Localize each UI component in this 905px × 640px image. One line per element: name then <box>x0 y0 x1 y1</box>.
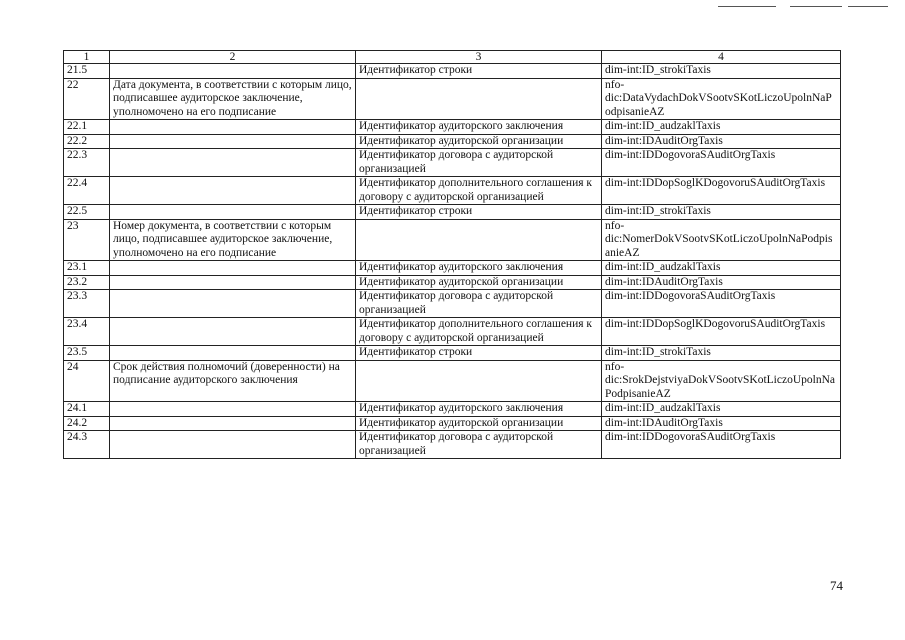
cell-num: 23 <box>64 219 110 261</box>
cell-num: 24.1 <box>64 402 110 417</box>
table-body <box>64 64 841 459</box>
cell-desc <box>356 360 602 402</box>
cell-code: dim-int:ID_strokiTaxis <box>602 205 841 220</box>
cell-name <box>110 402 356 417</box>
cell-desc: Идентификатор строки <box>356 346 602 361</box>
cell-desc: Идентификатор строки <box>356 64 602 79</box>
cell-num: 23.2 <box>64 275 110 290</box>
header-cell: 4 <box>602 51 841 64</box>
cell-name <box>110 431 356 459</box>
cell-name <box>110 120 356 135</box>
table-row <box>64 346 841 361</box>
header-cell: 3 <box>356 51 602 64</box>
table-row <box>64 120 841 135</box>
cell-name: Срок действия полномочий (доверенности) на подписание аудиторского заключения <box>110 360 356 402</box>
cell-num: 22 <box>64 78 110 120</box>
cell-name <box>110 177 356 205</box>
top-rule-left <box>718 6 776 7</box>
cell-name: Дата документа, в соответствии с которым лицо, подписавшее аудиторское заключение, уполномочено на его подписание <box>110 78 356 120</box>
cell-num: 22.3 <box>64 149 110 177</box>
cell-desc: Идентификатор договора с аудиторской организацией <box>356 290 602 318</box>
table-row <box>64 261 841 276</box>
table-row <box>64 402 841 417</box>
top-rule-far <box>848 6 888 7</box>
page-number: 74 <box>830 578 843 593</box>
table-row <box>64 431 841 459</box>
cell-name <box>110 261 356 276</box>
cell-num: 24.2 <box>64 416 110 431</box>
cell-num: 21.5 <box>64 64 110 79</box>
cell-num: 23.1 <box>64 261 110 276</box>
cell-name <box>110 64 356 79</box>
cell-num: 22.1 <box>64 120 110 135</box>
table-row <box>64 318 841 346</box>
table-header-row <box>64 51 841 64</box>
cell-code: dim-int:IDDogovoraSAuditOrgTaxis <box>602 149 841 177</box>
cell-num: 24 <box>64 360 110 402</box>
cell-num: 23.3 <box>64 290 110 318</box>
cell-code: dim-int:IDDopSoglKDogovoruSAuditOrgTaxis <box>602 318 841 346</box>
cell-num: 22.4 <box>64 177 110 205</box>
cell-desc: Идентификатор дополнительного соглашения к договору с аудиторской организацией <box>356 177 602 205</box>
table-row <box>64 177 841 205</box>
top-rule-right <box>790 6 842 7</box>
cell-desc: Идентификатор аудиторской организации <box>356 134 602 149</box>
table-row <box>64 64 841 79</box>
document-table <box>63 50 841 459</box>
cell-name <box>110 318 356 346</box>
header-cell: 2 <box>110 51 356 64</box>
cell-code: dim-int:ID_strokiTaxis <box>602 64 841 79</box>
table-row <box>64 275 841 290</box>
cell-num: 23.5 <box>64 346 110 361</box>
cell-num: 22.2 <box>64 134 110 149</box>
cell-desc: Идентификатор аудиторского заключения <box>356 261 602 276</box>
cell-name <box>110 346 356 361</box>
cell-num: 22.5 <box>64 205 110 220</box>
cell-name <box>110 134 356 149</box>
cell-name: Номер документа, в соответствии с которым лицо, подписавшее аудиторское заключение, уполномочено на его подписание <box>110 219 356 261</box>
cell-name <box>110 416 356 431</box>
cell-desc: Идентификатор аудиторского заключения <box>356 120 602 135</box>
cell-num: 24.3 <box>64 431 110 459</box>
cell-desc: Идентификатор аудиторского заключения <box>356 402 602 417</box>
cell-name <box>110 149 356 177</box>
cell-code: dim-int:ID_audzaklTaxis <box>602 402 841 417</box>
cell-desc: Идентификатор аудиторской организации <box>356 416 602 431</box>
cell-num: 23.4 <box>64 318 110 346</box>
cell-desc: Идентификатор договора с аудиторской организацией <box>356 431 602 459</box>
header-cell: 1 <box>64 51 110 64</box>
cell-name <box>110 275 356 290</box>
cell-desc: Идентификатор строки <box>356 205 602 220</box>
cell-name <box>110 290 356 318</box>
table-row <box>64 416 841 431</box>
table-row <box>64 360 841 402</box>
cell-desc: Идентификатор аудиторской организации <box>356 275 602 290</box>
cell-desc <box>356 78 602 120</box>
cell-code: dim-int:IDDogovoraSAuditOrgTaxis <box>602 431 841 459</box>
cell-code: nfo-dic:NomerDokVSootvSKotLiczoUpolnNaPodpisanieAZ <box>602 219 841 261</box>
cell-desc <box>356 219 602 261</box>
cell-desc: Идентификатор договора с аудиторской организацией <box>356 149 602 177</box>
cell-code: nfo-dic:DataVydachDokVSootvSKotLiczoUpolnNaPodpisanieAZ <box>602 78 841 120</box>
table-row <box>64 290 841 318</box>
cell-code: dim-int:ID_strokiTaxis <box>602 346 841 361</box>
table-row <box>64 219 841 261</box>
table-row <box>64 134 841 149</box>
cell-code: dim-int:IDAuditOrgTaxis <box>602 416 841 431</box>
cell-code: dim-int:IDAuditOrgTaxis <box>602 134 841 149</box>
cell-code: dim-int:IDDopSoglKDogovoruSAuditOrgTaxis <box>602 177 841 205</box>
cell-name <box>110 205 356 220</box>
cell-code: dim-int:IDDogovoraSAuditOrgTaxis <box>602 290 841 318</box>
cell-code: dim-int:ID_audzaklTaxis <box>602 261 841 276</box>
cell-desc: Идентификатор дополнительного соглашения к договору с аудиторской организацией <box>356 318 602 346</box>
cell-code: nfo-dic:SrokDejstviyaDokVSootvSKotLiczoUpolnNaPodpisanieAZ <box>602 360 841 402</box>
cell-code: dim-int:IDAuditOrgTaxis <box>602 275 841 290</box>
cell-code: dim-int:ID_audzaklTaxis <box>602 120 841 135</box>
table-row <box>64 205 841 220</box>
table-row <box>64 78 841 120</box>
table-row <box>64 149 841 177</box>
